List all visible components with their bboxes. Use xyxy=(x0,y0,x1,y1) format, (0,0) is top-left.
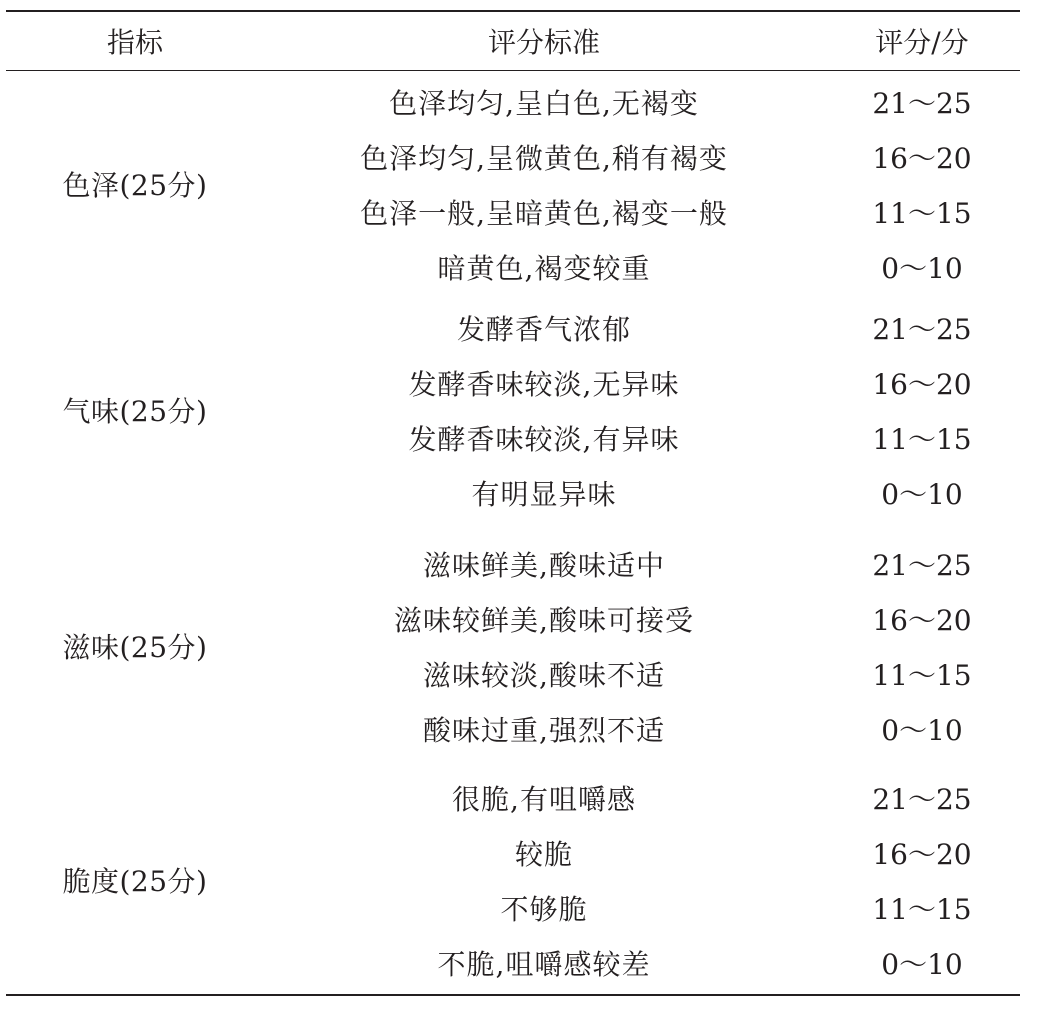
header-score: 评分/分 xyxy=(875,26,969,59)
group-label: 色泽(25分) xyxy=(62,169,208,202)
table-row xyxy=(264,935,1020,990)
table-row xyxy=(264,591,1020,646)
score-cell: 0～10 xyxy=(881,713,963,747)
score-cell: 0～10 xyxy=(881,477,963,511)
table-bottom-rule xyxy=(6,994,1020,996)
criterion-cell: 酸味过重,强烈不适 xyxy=(423,713,665,747)
table-row xyxy=(264,239,1020,294)
table-row xyxy=(264,825,1020,880)
criterion-cell: 滋味较淡,酸味不适 xyxy=(423,658,665,692)
score-cell: 16～20 xyxy=(872,141,972,175)
table-group-color xyxy=(6,71,1020,298)
criterion-cell: 有明显异味 xyxy=(471,477,617,511)
table-row xyxy=(264,129,1020,184)
score-cell: 16～20 xyxy=(872,603,972,637)
table-header-row xyxy=(6,12,1020,70)
table-row xyxy=(264,184,1020,239)
criterion-cell: 不脆,咀嚼感较差 xyxy=(437,947,651,981)
table-row xyxy=(264,465,1020,520)
table-row xyxy=(264,770,1020,825)
table-row xyxy=(264,646,1020,701)
table-group-taste xyxy=(6,536,1020,770)
group-label: 滋味(25分) xyxy=(62,631,208,664)
table-row xyxy=(264,300,1020,355)
score-cell: 21～25 xyxy=(872,86,972,120)
score-cell: 11～15 xyxy=(872,892,972,926)
criterion-cell: 很脆,有咀嚼感 xyxy=(452,782,636,816)
criterion-cell: 色泽均匀,呈微黄色,稍有褐变 xyxy=(360,141,728,175)
group-label: 气味(25分) xyxy=(62,395,208,428)
scoring-table xyxy=(6,10,1020,996)
score-cell: 21～25 xyxy=(872,782,972,816)
score-cell: 0～10 xyxy=(881,947,963,981)
score-cell: 11～15 xyxy=(872,658,972,692)
criterion-cell: 较脆 xyxy=(514,837,573,871)
score-cell: 0～10 xyxy=(881,251,963,285)
header-criterion: 评分标准 xyxy=(487,26,600,59)
criterion-cell: 滋味较鲜美,酸味可接受 xyxy=(394,603,694,637)
table-row xyxy=(264,880,1020,935)
criterion-cell: 发酵香气浓郁 xyxy=(456,312,631,346)
table-row xyxy=(264,410,1020,465)
criterion-cell: 滋味鲜美,酸味适中 xyxy=(423,548,665,582)
group-label: 脆度(25分) xyxy=(62,865,208,898)
score-cell: 16～20 xyxy=(872,837,972,871)
table-row xyxy=(264,355,1020,410)
score-cell: 11～15 xyxy=(872,422,972,456)
table-row xyxy=(264,536,1020,591)
table-row xyxy=(264,701,1020,756)
score-cell: 16～20 xyxy=(872,367,972,401)
criterion-cell: 发酵香味较淡,无异味 xyxy=(408,367,680,401)
criterion-cell: 色泽均匀,呈白色,无褐变 xyxy=(389,86,699,120)
score-cell: 21～25 xyxy=(872,312,972,346)
header-indicator: 指标 xyxy=(106,26,163,59)
score-cell: 11～15 xyxy=(872,196,972,230)
table-group-crispness xyxy=(6,770,1020,994)
table-group-odor xyxy=(6,298,1020,536)
criterion-cell: 色泽一般,呈暗黄色,褐变一般 xyxy=(360,196,728,230)
table-row xyxy=(264,74,1020,129)
criterion-cell: 不够脆 xyxy=(500,892,588,926)
criterion-cell: 暗黄色,褐变较重 xyxy=(437,251,651,285)
criterion-cell: 发酵香味较淡,有异味 xyxy=(408,422,680,456)
score-cell: 21～25 xyxy=(872,548,972,582)
